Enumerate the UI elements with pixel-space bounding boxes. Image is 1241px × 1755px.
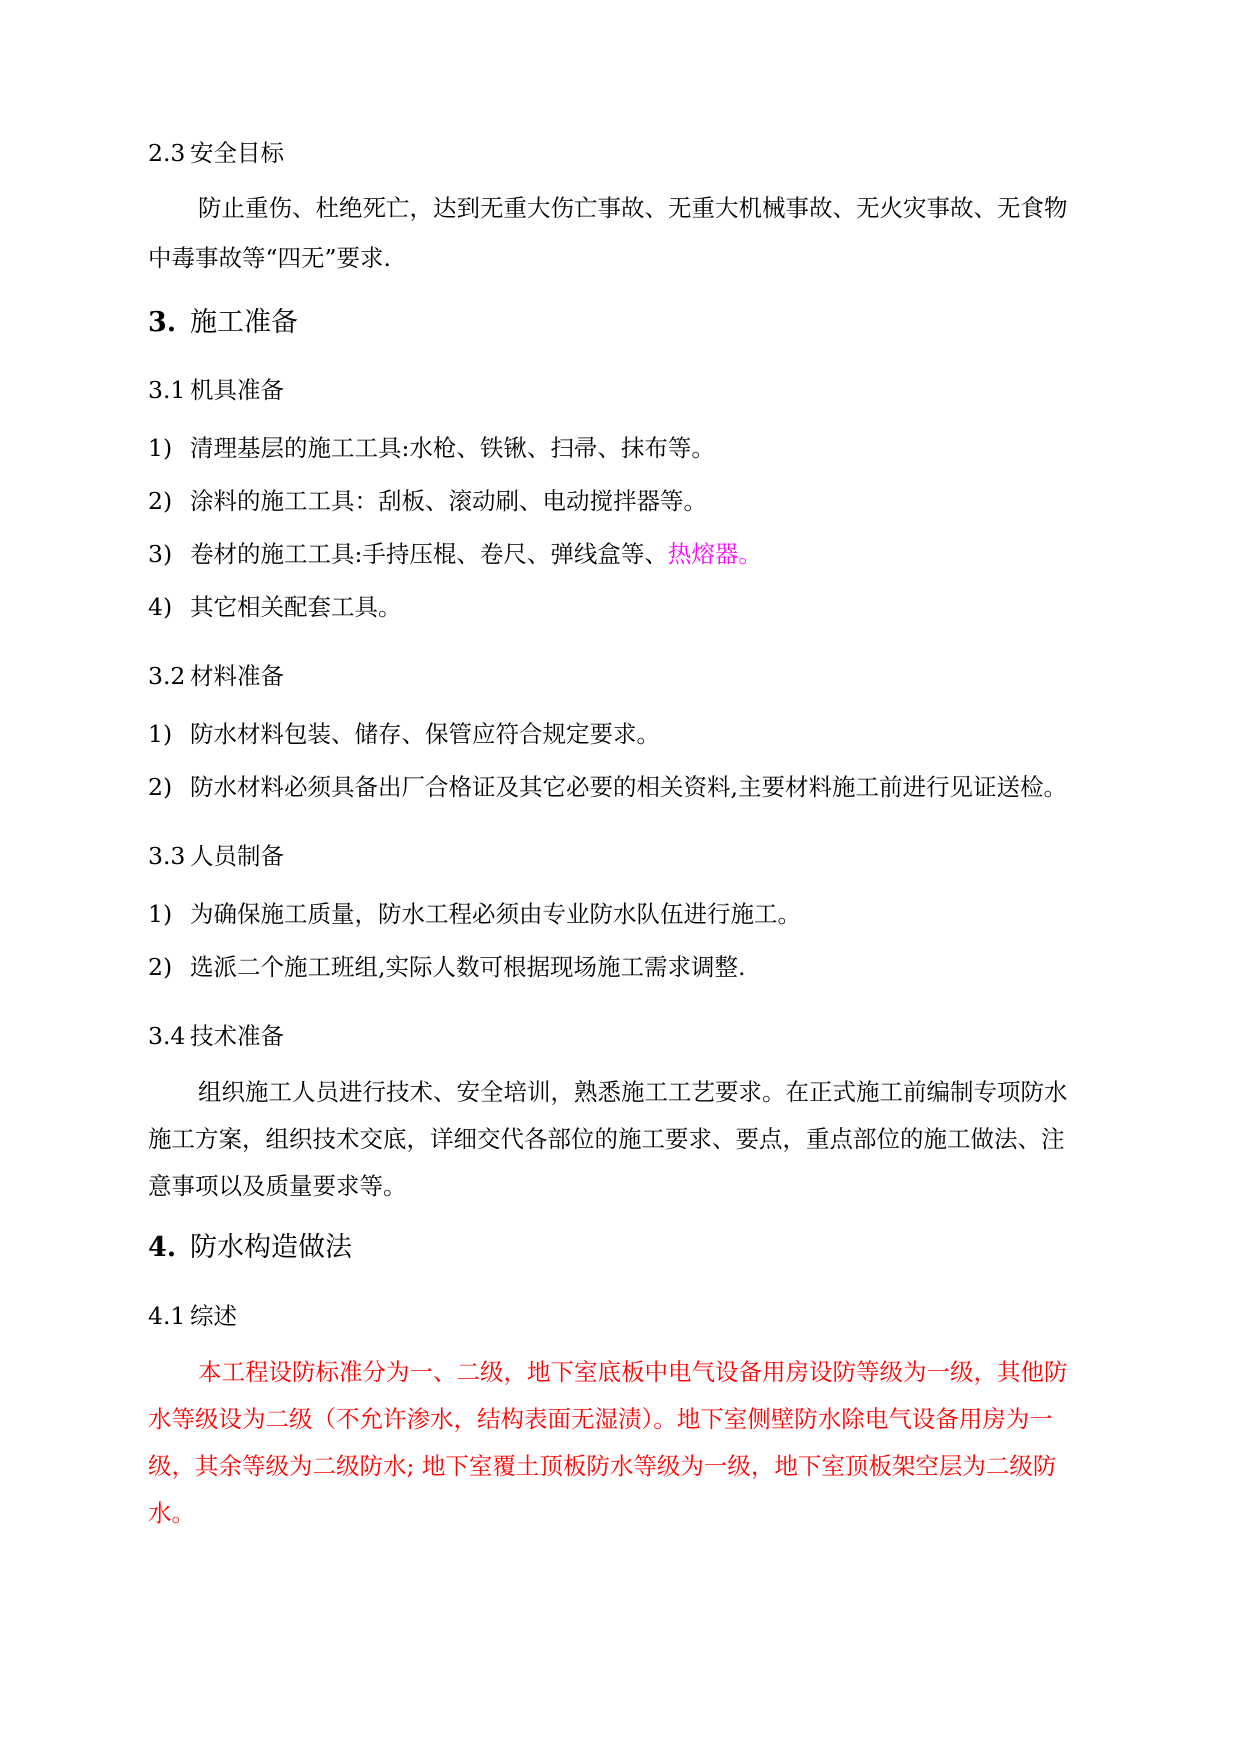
list-text: 清理基层的施工工具:水枪、铁锹、扫帚、抹布等。 <box>190 434 715 462</box>
paragraph-line: 意事项以及质量要求等。 <box>148 1172 407 1200</box>
list-text: 选派二个施工班组,实际人数可根据现场施工需求调整. <box>190 953 746 981</box>
paragraph-line: 中毒事故等“四无”要求. <box>148 244 391 272</box>
list-item <box>148 899 801 929</box>
heading-number: 3.3 <box>148 842 186 870</box>
heading-title: 综述 <box>190 1302 237 1330</box>
heading-title: 施工准备 <box>190 307 298 338</box>
paragraph-line: 级，其余等级为二级防水; 地下室覆土顶板防水等级为一级，地下室顶板架空层为二级防 <box>148 1452 1057 1480</box>
paragraph-line: 组织施工人员进行技术、安全培训，熟悉施工工艺要求。在正式施工前编制专项防水 <box>198 1078 1068 1106</box>
paragraph-line: 水。 <box>148 1499 195 1527</box>
list-item <box>148 719 660 749</box>
list-text: 其它相关配套工具。 <box>190 593 402 621</box>
heading-number: 3. <box>148 307 177 338</box>
list-number: 1) <box>148 720 173 748</box>
list-number: 1) <box>148 434 173 462</box>
list-number: 3) <box>148 540 173 568</box>
paragraph-line: 本工程设防标准分为一、二级，地下室底板中电气设备用房设防等级为一级，其他防 <box>198 1358 1068 1386</box>
heading-title: 防水构造做法 <box>190 1232 352 1263</box>
heading-title: 机具准备 <box>190 376 284 404</box>
list-item <box>148 772 1067 802</box>
list-item <box>148 486 707 516</box>
paragraph-line: 水等级设为二级（不允许渗水，结构表面无湿渍）。地下室侧壁防水除电气设备用房为一 <box>148 1405 1053 1433</box>
heading-3-2 <box>148 661 284 691</box>
paragraph-line: 防止重伤、杜绝死亡，达到无重大伤亡事故、无重大机械事故、无火灾事故、无食物 <box>198 194 1068 222</box>
list-item <box>148 433 715 463</box>
list-text: 卷材的施工工具:手持压棍、卷尺、弹线盒等、 <box>190 540 668 568</box>
list-number: 2) <box>148 953 173 981</box>
heading-3-1 <box>148 375 284 405</box>
heading-3 <box>148 306 298 340</box>
list-number: 2) <box>148 487 173 515</box>
heading-title: 安全目标 <box>190 139 284 167</box>
heading-number: 3.4 <box>148 1022 186 1050</box>
list-number: 2) <box>148 773 173 801</box>
list-highlight-text: 热熔器。 <box>667 540 762 568</box>
list-item <box>148 539 762 569</box>
list-text: 防水材料必须具备出厂合格证及其它必要的相关资料,主要材料施工前进行见证送检。 <box>190 773 1067 801</box>
list-item <box>148 592 402 622</box>
list-item <box>148 952 745 982</box>
heading-number: 2.3 <box>148 139 186 167</box>
list-number: 1) <box>148 900 173 928</box>
heading-title: 技术准备 <box>190 1022 284 1050</box>
heading-3-4 <box>148 1021 284 1051</box>
heading-number: 3.2 <box>148 662 186 690</box>
list-text: 为确保施工质量，防水工程必须由专业防水队伍进行施工。 <box>190 900 801 928</box>
heading-title: 人员制备 <box>190 842 284 870</box>
heading-number: 4.1 <box>148 1302 186 1330</box>
heading-2-3 <box>148 138 284 168</box>
list-number: 4) <box>148 593 173 621</box>
heading-number: 4. <box>148 1232 177 1263</box>
list-text: 涂料的施工工具：刮板、滚动刷、电动搅拌器等。 <box>190 487 707 515</box>
heading-4-1 <box>148 1301 237 1331</box>
paragraph-line: 施工方案，组织技术交底，详细交代各部位的施工要求、要点，重点部位的施工做法、注 <box>148 1125 1065 1153</box>
list-text: 防水材料包装、储存、保管应符合规定要求。 <box>190 720 660 748</box>
heading-number: 3.1 <box>148 376 186 404</box>
heading-3-3 <box>148 841 284 871</box>
heading-4 <box>148 1231 352 1265</box>
heading-title: 材料准备 <box>190 662 284 690</box>
